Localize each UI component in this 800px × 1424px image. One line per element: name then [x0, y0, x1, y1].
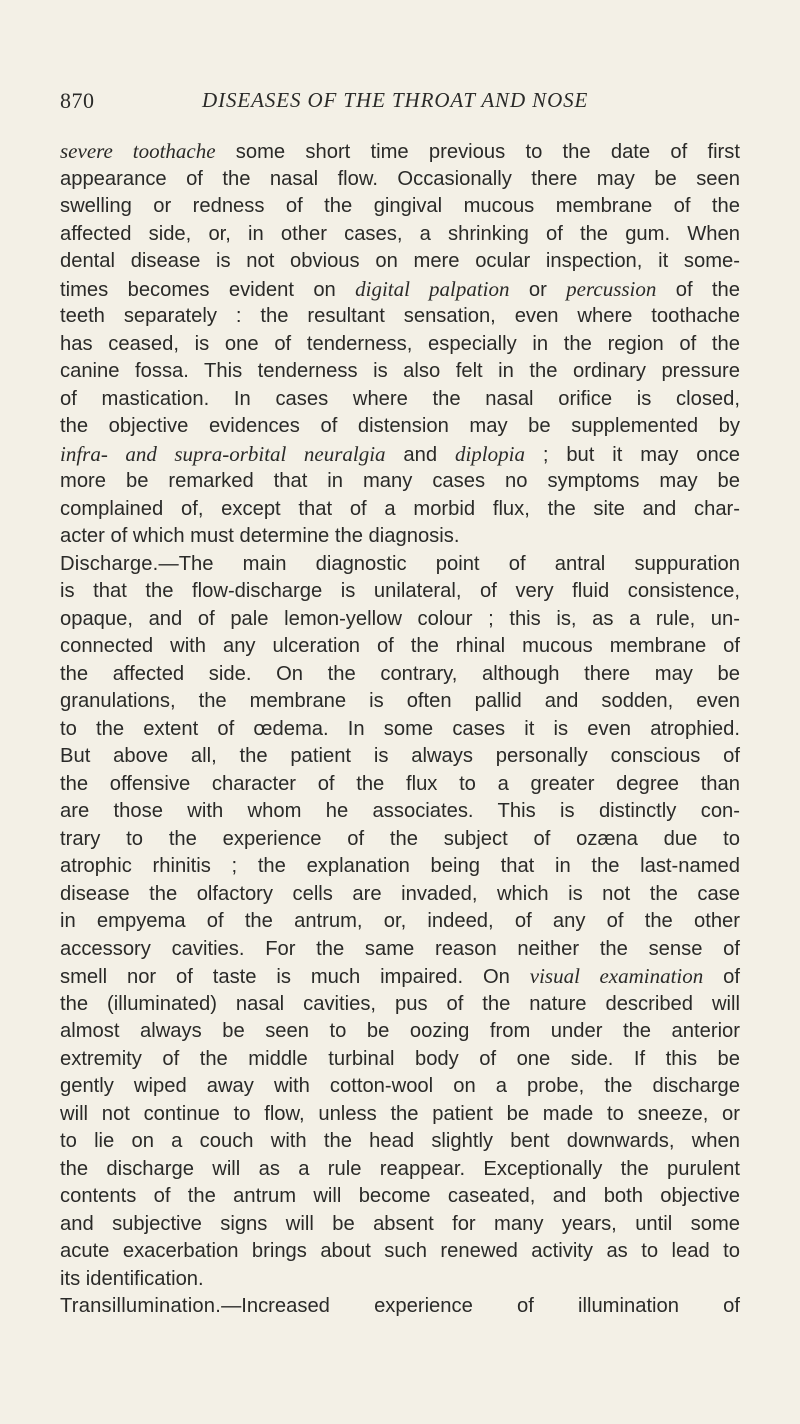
body-text — [60, 138, 740, 1321]
text-segment: and subjective signs will be absent for many years, until some — [60, 1212, 740, 1235]
running-title: DISEASES OF THE THROAT AND NOSE — [202, 88, 589, 112]
text-segment: or — [509, 278, 567, 301]
text-line — [60, 1293, 740, 1321]
italic-term: percussion — [566, 276, 657, 301]
text-segment: is that the flow-discharge is unilateral, of very fluid consistence, — [60, 580, 740, 602]
text-line — [60, 468, 740, 496]
text-line — [60, 1183, 740, 1211]
text-segment: complained of, except that of a morbid flux, the site and char- — [60, 497, 740, 520]
text-segment: more be remarked that in many cases no symptoms may be — [60, 470, 740, 492]
text-segment: disease the olfactory cells are invaded, which is not the case — [60, 882, 740, 905]
text-line — [60, 991, 740, 1019]
italic-term: severe toothache — [60, 139, 216, 163]
text-line — [60, 661, 740, 689]
italic-term: diplopia — [454, 441, 525, 466]
text-segment: contents of the antrum will become caseated, and both objective — [60, 1185, 740, 1207]
text-line — [60, 221, 740, 249]
text-segment: gently wiped away with cotton-wool on a probe, the discharge — [60, 1075, 740, 1097]
text-segment: the objective evidences of distension may be supplemented by — [60, 415, 740, 437]
text-line — [60, 743, 740, 771]
text-line — [60, 1018, 740, 1046]
text-segment: some short time previous to the date of first — [215, 141, 740, 163]
text-line — [60, 908, 740, 936]
text-segment: —Increased experience of illumination of — [221, 1295, 740, 1317]
text-segment: are those with whom he associates. This is distinctly con- — [60, 800, 740, 822]
text-line — [60, 496, 740, 524]
section-heading: Transillumination. — [60, 1295, 222, 1317]
text-line — [60, 1156, 740, 1184]
text-line — [60, 1238, 740, 1266]
text-segment: the discharge will as a rule reappear. Exceptionally the purulent — [60, 1157, 740, 1180]
text-line — [60, 963, 740, 991]
text-segment: canine fossa. This tenderness is also felt in the ordinary pressure — [60, 360, 740, 382]
text-segment: But above all, the patient is always personally conscious of — [60, 745, 740, 767]
text-segment: extremity of the middle turbinal body of one side. If this be — [60, 1047, 740, 1070]
text-segment: in empyema of the antrum, or, indeed, of any of the other — [60, 910, 740, 932]
text-line — [60, 331, 740, 359]
text-line — [60, 166, 740, 194]
text-segment: opaque, and of pale lemon-yellow colour ; this is, as a rule, un- — [60, 607, 740, 630]
italic-term: visual examination — [529, 964, 704, 988]
text-line — [60, 193, 740, 221]
text-line — [60, 688, 740, 716]
page-number: 870 — [60, 88, 95, 113]
text-line — [60, 413, 740, 441]
text-line — [60, 853, 740, 881]
text-segment: to the extent of œdema. In some cases it is even atrophied. — [60, 717, 740, 740]
text-segment: accessory cavities. For the same reason neither the sense of — [60, 937, 740, 960]
text-line — [60, 881, 740, 909]
text-line — [60, 276, 740, 304]
text-line — [60, 248, 740, 276]
text-segment: connected with any ulceration of the rhinal mucous membrane of — [60, 635, 740, 657]
text-line — [60, 1128, 740, 1156]
text-segment: of — [703, 966, 740, 988]
text-segment: —The main diagnostic point of antral suppuration — [158, 552, 740, 575]
text-segment: acter of which must determine the diagnosis. — [60, 525, 460, 547]
text-line — [60, 578, 740, 606]
text-line — [60, 606, 740, 634]
section-heading: Discharge. — [60, 552, 159, 575]
text-segment: smell nor of taste is much impaired. On — [60, 966, 530, 988]
text-segment: ; but it may once — [524, 443, 740, 466]
text-segment: of the — [656, 278, 740, 301]
text-segment: granulations, the membrane is often pallid and sodden, even — [60, 690, 740, 712]
text-line — [60, 936, 740, 964]
text-line — [60, 1211, 740, 1239]
text-line — [60, 551, 740, 579]
text-line — [60, 798, 740, 826]
page-header — [60, 88, 740, 118]
text-line — [60, 1073, 740, 1101]
text-segment: almost always be seen to be oozing from under the anterior — [60, 1020, 740, 1042]
text-line — [60, 716, 740, 744]
text-line — [60, 633, 740, 661]
text-line — [60, 826, 740, 854]
italic-term: digital palpation — [355, 276, 510, 301]
text-segment: of mastication. In cases where the nasal orifice is closed, — [60, 387, 740, 410]
text-line — [60, 1101, 740, 1129]
text-segment: will not continue to flow, unless the patient be made to sneeze, or — [60, 1102, 740, 1125]
text-segment: acute exacerbation brings about such renewed activity as to lead to — [60, 1240, 740, 1262]
text-segment: times becomes evident on — [60, 278, 356, 301]
text-segment: the (illuminated) nasal cavities, pus of the nature described will — [60, 992, 740, 1015]
italic-term: infra- and supra-orbital neuralgia — [60, 441, 386, 466]
text-line — [60, 303, 740, 331]
text-line — [60, 523, 740, 551]
text-line — [60, 358, 740, 386]
text-segment: the offensive character of the flux to a greater degree than — [60, 772, 740, 795]
text-segment: appearance of the nasal flow. Occasionally there may be seen — [60, 167, 740, 190]
text-line — [60, 441, 740, 469]
text-line — [60, 138, 740, 166]
text-segment: its identification. — [60, 1267, 204, 1290]
text-segment: has ceased, is one of tenderness, especially in the region of the — [60, 332, 740, 355]
text-line — [60, 386, 740, 414]
text-segment: and — [385, 443, 455, 466]
text-segment: atrophic rhinitis ; the explanation being that in the last-named — [60, 855, 740, 877]
text-line — [60, 1266, 740, 1294]
text-segment: dental disease is not obvious on mere ocular inspection, it some- — [60, 250, 740, 272]
text-segment: trary to the experience of the subject of ozæna due to — [60, 827, 740, 850]
text-segment: swelling or redness of the gingival mucous membrane of the — [60, 195, 740, 217]
text-line — [60, 771, 740, 799]
text-segment: affected side, or, in other cases, a shrinking of the gum. When — [60, 222, 740, 245]
text-segment: teeth separately : the resultant sensation, even where toothache — [60, 305, 740, 327]
text-segment: the affected side. On the contrary, although there may be — [60, 662, 740, 685]
text-segment: to lie on a couch with the head slightly bent downwards, when — [60, 1130, 740, 1152]
text-line — [60, 1046, 740, 1074]
